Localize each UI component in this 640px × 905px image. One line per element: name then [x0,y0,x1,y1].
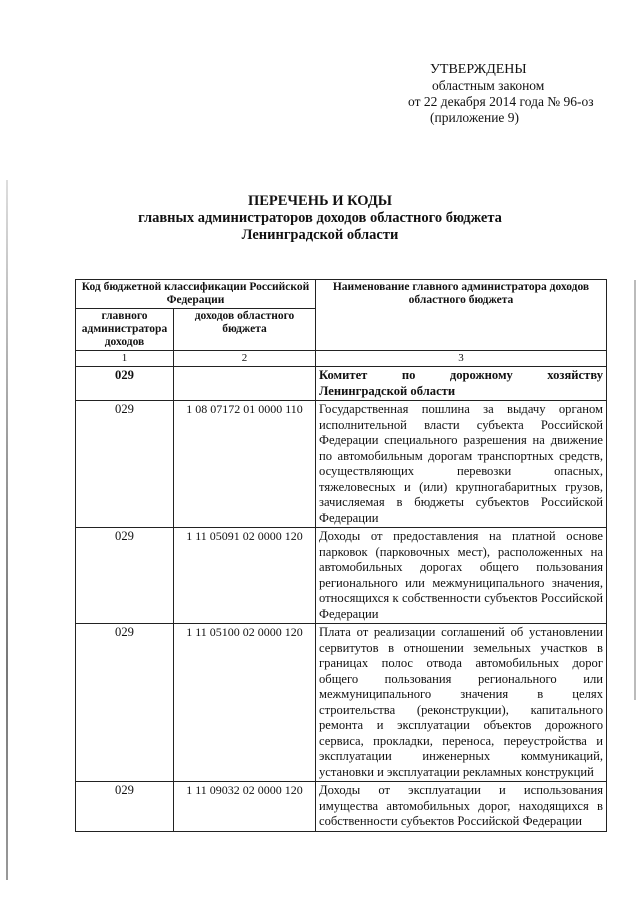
header-name: Наименование главного администратора доходов областного бюджета [316,280,607,351]
table-row [76,401,607,528]
subheader-income: доходов областного бюджета [174,309,316,351]
committee-name [316,367,607,401]
committee-admin-code: 029 [76,367,174,401]
header-code: Код бюджетной классификации Российской Федерации [76,280,316,309]
committee-name-line-1: Комитет по дорожному хозяйству [319,368,603,382]
column-number: 2 [174,351,316,367]
document-title [0,193,640,244]
table-row [76,624,607,782]
scan-edge-right [634,280,636,700]
committee-name-line-2: Ленинградской области [319,383,456,398]
income-code: 1 11 09032 02 0000 120 [174,782,316,832]
income-name: Государственная пошлина за выдачу органом исполнительной власти субъекта Российской Федерации специального разрешения на движение по автомобильным дорогам транспортных средств, осуществляющих перевозки опасных, тяжеловесных и (или) крупногабаритных грузов, зачисляемая в бюджеты субъектов Российской Федерации [316,401,607,528]
admin-code: 029 [76,624,174,782]
title-line-2: главных администраторов доходов областного бюджета [138,210,502,226]
column-number: 3 [316,351,607,367]
approval-stamp [408,62,594,126]
header-row [76,280,607,309]
income-code: 1 11 05091 02 0000 120 [174,528,316,624]
income-name: Плата от реализации соглашений об установлении сервитутов в отношении земельных участков в границах полос отвода автомобильных дорог общего пользования регионального или межмуниципального значения в целях строительства (реконструкции), капитального ремонта и эксплуатации объектов дорожного сервиса, прокладки, переноса, переустройства и эксплуатации инженерных коммуникаций, установки и эксплуатации рекламных конструкций [316,624,607,782]
admin-code: 029 [76,401,174,528]
income-code: 1 08 07172 01 0000 110 [174,401,316,528]
committee-empty-cell [174,367,316,401]
approval-line-2: областным законом [432,78,545,93]
income-name: Доходы от предоставления на платной основе парковок (парковочных мест), расположенных на автомобильных дорогах общего пользования регионального или межмуниципального значения, относящихся к собственности субъектов Российской Федерации [316,528,607,624]
admin-code: 029 [76,782,174,832]
table-row [76,782,607,832]
approval-line-3: от 22 декабря 2014 года № 96-оз [408,94,594,109]
subheader-admin: главного администратора доходов [76,309,174,351]
approval-line-4: (приложение 9) [430,110,520,125]
committee-row [76,367,607,401]
column-number-row [76,351,607,367]
title-line-1: ПЕРЕЧЕНЬ И КОДЫ [247,193,393,209]
scan-edge-left [6,180,8,880]
column-number: 1 [76,351,174,367]
income-name: Доходы от эксплуатации и использования имущества автомобильных дорог, находящихся в собственности субъектов Российской Федерации [316,782,607,832]
title-line-3: Ленинградской области [241,227,399,243]
approval-line-1: УТВЕРЖДЕНЫ [430,62,527,77]
table-row [76,528,607,624]
administrators-table [75,279,607,832]
income-code: 1 11 05100 02 0000 120 [174,624,316,782]
admin-code: 029 [76,528,174,624]
